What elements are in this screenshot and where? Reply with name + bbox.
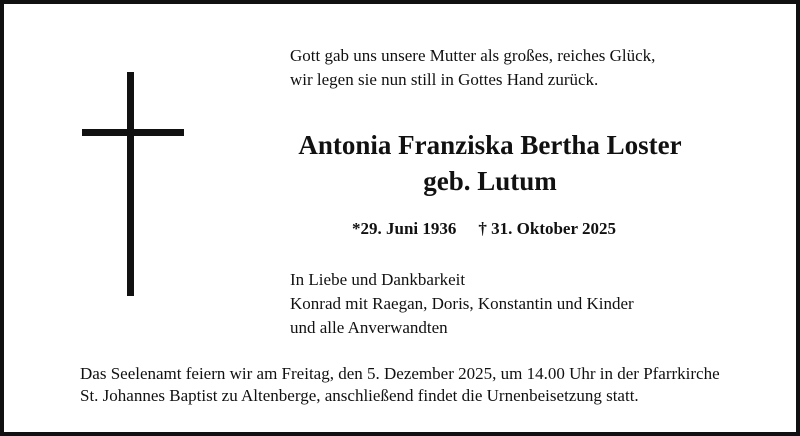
- death-date: † 31. Oktober 2025: [478, 219, 616, 238]
- notice-line-1: Das Seelenamt feiern wir am Freitag, den 5. Dezember 2025, um 14.00 Uhr in der Pfarrkirche: [80, 364, 720, 383]
- cross-horizontal-bar: [82, 129, 184, 136]
- cross-icon: [82, 72, 184, 296]
- verse-line-2: wir legen sie nun still in Gottes Hand zurück.: [290, 70, 599, 89]
- funeral-notice: [80, 363, 720, 407]
- birth-date: *29. Juni 1936: [352, 219, 457, 238]
- notice-line-2: St. Johannes Baptist zu Altenberge, anschließend findet die Urnenbeisetzung statt.: [80, 386, 639, 405]
- mourners-line-3: und alle Anverwandten: [290, 318, 448, 337]
- verse-line-1: Gott gab uns unsere Mutter als großes, reiches Glück,: [290, 46, 656, 65]
- mourners-line-2: Konrad mit Raegan, Doris, Konstantin und Kinder: [290, 294, 634, 313]
- mourners-line-1: In Liebe und Dankbarkeit: [290, 270, 466, 289]
- cross-vertical-bar: [127, 72, 134, 296]
- memorial-verse: [290, 44, 655, 92]
- deceased-birth-name: geb. Lutum: [423, 166, 557, 196]
- deceased-name: Antonia Franziska Bertha Loster: [298, 130, 682, 160]
- life-dates: [352, 219, 616, 239]
- mourners-block: [290, 268, 634, 340]
